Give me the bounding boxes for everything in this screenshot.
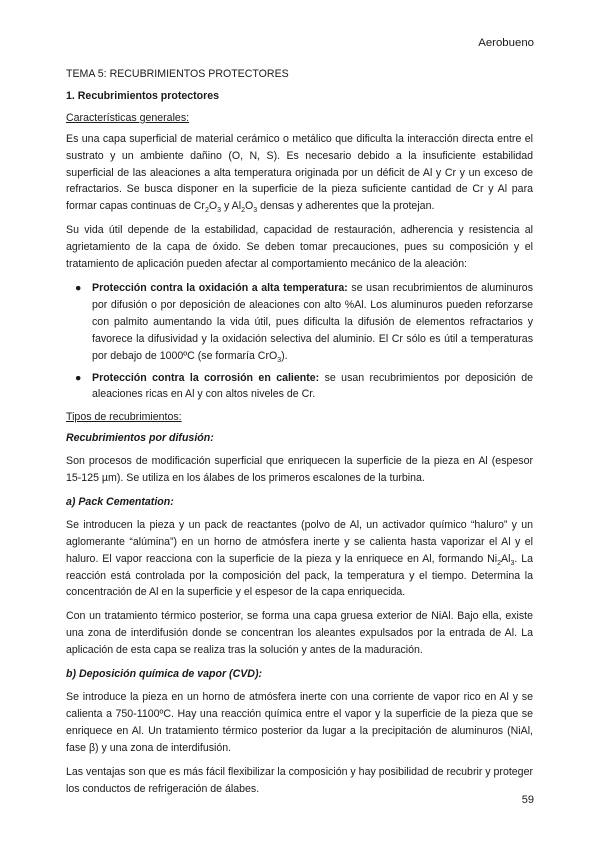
subheading-caracteristicas: Características generales: [66,111,190,124]
page-number: 59 [521,794,534,806]
section-title: 1. Recubrimientos protectores [66,89,220,102]
paragraph-pack-1: Se introducen la pieza y un pack de reactantes (polvo de Al, un activador químico “haluro” y un aglomerante “alúmina”) en un horno de atmósfera inerte y se calienta hasta vaporizar el Al y el haluro. El vapor reacciona con la superficie de la pieza y la enriquece en Al, formando $Ni_2Al_3$. La reacción está controlada por la composición del pack, la temperatura y el tiempo. Determina la concentración de Al en la superficie y el espesor de la capa enriquecida. [66,518,534,599]
paragraph-pack-2: Con un tratamiento térmico posterior, se forma una capa gruesa exterior de NiAl. Bajo ella, existe una zona de interdifusión donde se concentran los aleantes expulsados por la entrada de Al. La aplicación de esta capa se realiza tras la solución y antes de la maduración. [66,610,533,657]
subheading-cvd: b) Deposición química de vapor (CVD): [66,668,263,681]
bullet-icon: ● [75,281,82,294]
header-author: Aerobueno [478,37,534,49]
bullet-icon: ● [75,371,82,384]
list-item: ● Protección contra la oxidación a alta temperatura: se usan recubrimientos de aluminuros por difusión o por deposición de aleaciones con alto %Al. Los aluminuros pueden reforzarse con palmito aumentando la vida útil, pues dificulta la difusión de elementos refractarios y favorece la difusividad y la oxidación selectiva del aluminio. El Cr sólo es útil a temperaturas por debajo de 1000ºC (se formaría CrO$_3$). [75,281,533,364]
paragraph-difusion: Son procesos de modificación superficial que enriquecen la superficie de la pieza en Al (espesor 15-125 µm). Se utiliza en los álabes de los primeros escalones de la turbina. [66,455,533,485]
paragraph-cvd-2: Las ventajas son que es más fácil flexibilizar la composición y hay posibilidad de recubrir y proteger los conductos de refrigeración de álabes. [66,765,533,795]
subheading-tipos: Tipos de recubrimientos: [66,411,182,424]
subheading-pack: a) Pack Cementation: [66,495,174,508]
paragraph-definition: Es una capa superficial de material cerámico o metálico que dificulta la interacción directa entre el sustrato y un ambiente dañino (O, N, S). Es necesario debido a la insuficiente estabilidad superficial de las aleaciones a alta temperatura originada por un déficit de Al y Cr y un exceso de refractarios. Se busca disponer en la superficie de la pieza suficiente cantidad de Cr y Al para formar capas continuas de $Cr_2O_3$ y $Al_2O_3$ densas y adherentes que la protejan. [66,132,533,215]
paragraph-vida-util: Su vida útil depende de la estabilidad, capacidad de restauración, adherencia y resistencia al agrietamiento de la capa de óxido. Se deben tomar precauciones, pues su composición y el tratamiento de aplicación pueden afectar al comportamiento mecánico de la aleación: [66,224,533,271]
bullet-list [66,280,533,403]
subheading-difusion: Recubrimientos por difusión: [66,432,214,445]
list-item: ● Protección contra la corrosión en caliente: se usan recubrimientos por deposición de aleaciones ricas en Al y con altos niveles de Cr. [75,371,533,401]
paragraph-cvd-1: Se introduce la pieza en un horno de atmósfera inerte con una corriente de vapor rico en Al y se calienta a 750-1100ºC. Hay una reacción química entre el vapor y la superficie de la pieza que se enriquece en Al. Un tratamiento térmico posterior da lugar a la precipitación de aluminuros (NiAl, fase β) y una zona de interdifusión. [66,691,533,754]
document-title: TEMA 5: RECUBRIMIENTOS PROTECTORES [66,68,289,80]
page-content [66,66,533,804]
